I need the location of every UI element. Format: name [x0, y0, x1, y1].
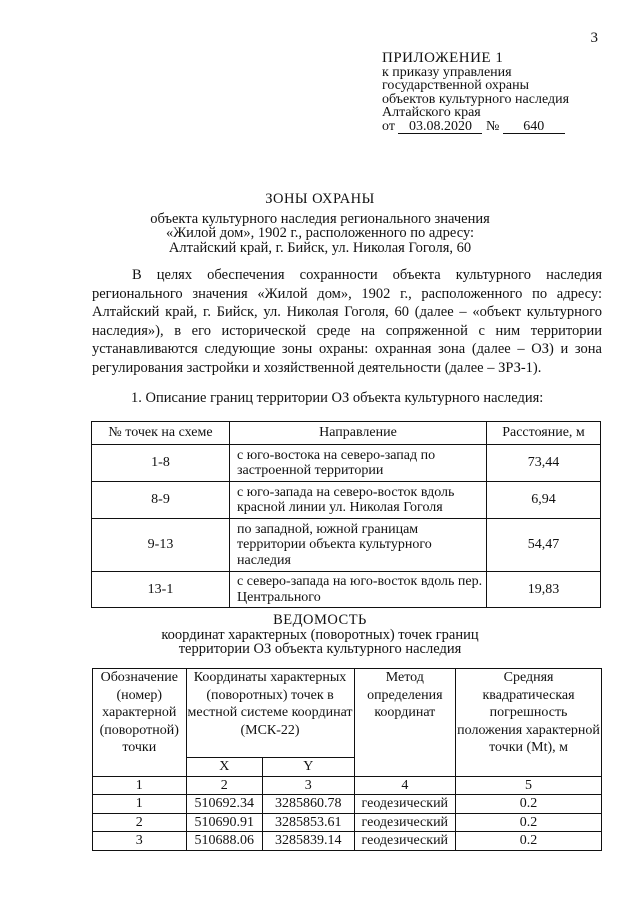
number-label: №: [485, 118, 500, 134]
method-cell: геодезический: [354, 832, 456, 851]
x-cell: 510692.34: [186, 795, 262, 814]
order-date: 03.08.2020: [398, 120, 482, 134]
intro-paragraph: [92, 266, 602, 378]
points-cell: 1-8: [92, 445, 230, 482]
method-header: Метод определения координат: [354, 669, 456, 777]
point-number-cell: 2: [93, 813, 187, 832]
error-cell: 0.2: [456, 813, 602, 832]
direction-cell: по западной, южной границам территории объекта культурного наследия: [230, 519, 487, 572]
coordinates-header: Координаты характерных (поворотных) точек в местной системе координат (МСК-22): [186, 669, 354, 758]
from-label: от: [382, 118, 395, 134]
table-header-row: [92, 422, 601, 445]
distance-cell: 54,47: [487, 519, 601, 572]
vedomost-line: координат характерных (поворотных) точек границ: [161, 626, 479, 643]
y-cell: 3285853.61: [262, 813, 354, 832]
x-header: X: [186, 758, 262, 777]
intro-text: В целях обеспечения сохранности объекта культурного наследия регионального значения «Жилой дом», 1902 г., расположенного по адресу: Алтайский край, г. Бийск, ул. Николая Гоголя, 60 (далее – «объект культурного наследия»), в его исторической среде на сопряженной с ним территории устанавливаются следующие зоны охраны: охранная зона (далее – ОЗ) и зона регулирования застройки и хозяйственной деятельности (далее – ЗРЗ-1).: [92, 267, 602, 376]
title-line: Алтайский край, г. Бийск, ул. Николая Гоголя, 60: [168, 239, 472, 256]
vedomost-title: ВЕДОМОСТЬ: [273, 612, 367, 628]
distance-cell: 6,94: [487, 482, 601, 519]
column-header: Расстояние, м: [487, 422, 601, 445]
points-cell: 9-13: [92, 519, 230, 572]
column-header: № точек на схеме: [92, 422, 230, 445]
table-row: [93, 795, 602, 814]
method-cell: геодезический: [354, 795, 456, 814]
table-row: [92, 572, 601, 608]
column-number: 3: [262, 776, 354, 795]
appendix-line: Алтайского края: [382, 105, 481, 120]
column-number: 1: [93, 776, 187, 795]
x-cell: 510688.06: [186, 832, 262, 851]
column-number: 5: [456, 776, 602, 795]
order-number: 640: [503, 120, 565, 134]
column-number: 2: [186, 776, 262, 795]
y-cell: 3285860.78: [262, 795, 354, 814]
appendix-line: объектов культурного наследия: [382, 91, 570, 107]
point-number-cell: 3: [93, 832, 187, 851]
vedomost-heading: [0, 613, 640, 657]
title-line: объекта культурного наследия регионального значения: [150, 210, 490, 227]
table-row: [92, 519, 601, 572]
appendix-line: к приказу управления: [382, 64, 512, 80]
title-main: ЗОНЫ ОХРАНЫ: [265, 191, 375, 207]
y-header: Y: [262, 758, 354, 777]
error-cell: 0.2: [456, 832, 602, 851]
points-cell: 13-1: [92, 572, 230, 608]
table-row: [93, 813, 602, 832]
distance-cell: 73,44: [487, 445, 601, 482]
y-cell: 3285839.14: [262, 832, 354, 851]
direction-cell: с северо-запада на юго-восток вдоль пер. Центрального: [230, 572, 487, 608]
points-cell: 8-9: [92, 482, 230, 519]
column-number: 4: [354, 776, 456, 795]
appendix-block: [382, 52, 569, 134]
table-row: [92, 445, 601, 482]
distance-cell: 19,83: [487, 572, 601, 608]
appendix-heading: ПРИЛОЖЕНИЕ 1: [382, 50, 504, 66]
x-cell: 510690.91: [186, 813, 262, 832]
appendix-date-line: [382, 120, 569, 134]
column-header: Направление: [230, 422, 487, 445]
table-row: [93, 832, 602, 851]
column-number-row: [93, 776, 602, 795]
direction-cell: с юго-запада на северо-восток вдоль красной линии ул. Николая Гоголя: [230, 482, 487, 519]
error-cell: 0.2: [456, 795, 602, 814]
document-title: [0, 192, 640, 255]
designation-header: Обозначение (номер) характерной (поворотной) точки: [93, 669, 187, 777]
boundary-table: [91, 421, 601, 608]
table-header-row: [93, 669, 602, 758]
section-1-heading: 1. Описание границ территории ОЗ объекта культурного наследия:: [131, 390, 544, 406]
point-number-cell: 1: [93, 795, 187, 814]
direction-cell: с юго-востока на северо-запад по застроенной территории: [230, 445, 487, 482]
coordinates-table: [92, 668, 602, 851]
title-line: «Жилой дом», 1902 г., расположенного по адресу:: [165, 225, 475, 241]
table-row: [92, 482, 601, 519]
appendix-line: государственной охраны: [382, 78, 530, 93]
error-header: Средняя квадратическая погрешность положения характерной точки (Mt), м: [456, 669, 602, 777]
method-cell: геодезический: [354, 813, 456, 832]
vedomost-line: территории ОЗ объекта культурного наследия: [178, 641, 462, 657]
page-number: 3: [590, 30, 598, 46]
